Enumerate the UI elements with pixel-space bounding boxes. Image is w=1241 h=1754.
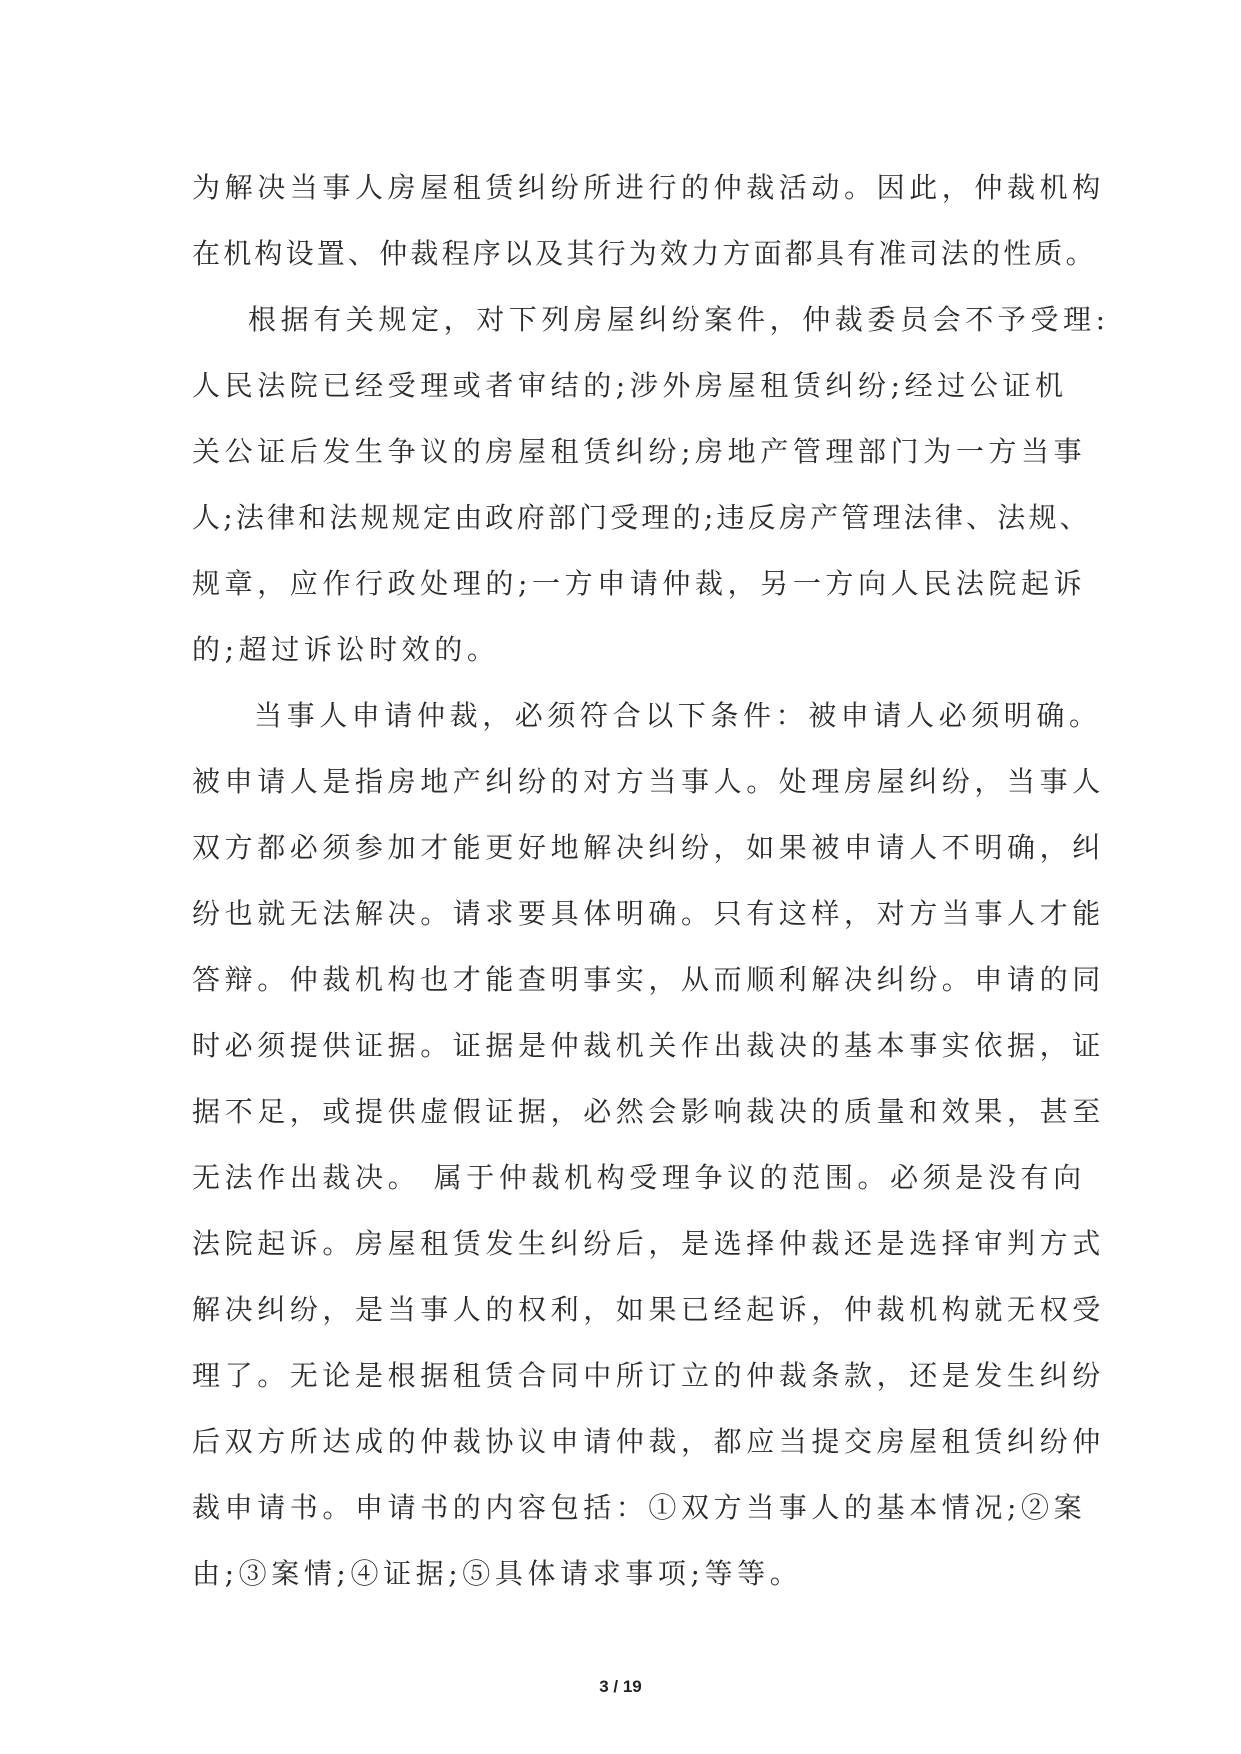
text-line: 时必须提供证据。证据是仲裁机关作出裁决的基本事实依据，证 — [192, 1029, 1105, 1062]
text-line: 理了。无论是根据租赁合同中所订立的仲裁条款，还是发生纠纷 — [192, 1359, 1105, 1392]
paragraph-arbitration-nature — [192, 155, 1105, 287]
text-line: 双方都必须参加才能更好地解决纠纷，如果被申请人不明确，纠 — [192, 831, 1105, 864]
text-line: 关公证后发生争议的房屋租赁纠纷;房地产管理部门为一方当事 — [192, 435, 1087, 468]
page-number: 3 / 19 — [599, 1677, 642, 1696]
text-line: 根据有关规定，对下列房屋纠纷案件，仲裁委员会不予受理: — [248, 303, 1110, 336]
text-line: 由;③案情;④证据;⑤具体请求事项;等等。 — [192, 1557, 803, 1590]
text-line: 人民法院已经受理或者审结的;涉外房屋租赁纠纷;经过公证机 — [192, 369, 1068, 402]
paragraph-application-conditions — [192, 683, 1105, 1607]
document-body — [192, 155, 1110, 1607]
text-line: 解决纠纷，是当事人的权利，如果已经起诉，仲裁机构就无权受 — [192, 1293, 1105, 1326]
text-line: 纷也就无法解决。请求要具体明确。只有这样，对方当事人才能 — [192, 897, 1105, 930]
text-line: 法院起诉。房屋租赁发生纠纷后，是选择仲裁还是选择审判方式 — [192, 1227, 1105, 1260]
text-line: 当事人申请仲裁，必须符合以下条件：被申请人必须明确。 — [254, 699, 1102, 732]
text-line: 据不足，或提供虚假证据，必然会影响裁决的质量和效果，甚至 — [192, 1095, 1105, 1128]
text-line: 为解决当事人房屋租赁纠纷所进行的仲裁活动。因此，仲裁机构 — [192, 171, 1105, 204]
text-line: 后双方所达成的仲裁协议申请仲裁，都应当提交房屋租赁纠纷仲 — [192, 1425, 1105, 1458]
text-line: 无法作出裁决。 属于仲裁机构受理争议的范围。必须是没有向 — [192, 1161, 1086, 1194]
text-line: 在机构设置、仲裁程序以及其行为效力方面都具有准司法的性质。 — [192, 237, 1097, 270]
text-line: 规章，应作行政处理的;一方申请仲裁，另一方向人民法院起诉 — [192, 567, 1087, 600]
text-line: 裁申请书。申请书的内容包括：①双方当事人的基本情况;②案 — [192, 1491, 1087, 1524]
paragraph-cases-not-accepted — [192, 287, 1110, 683]
text-line: 被申请人是指房地产纠纷的对方当事人。处理房屋纠纷，当事人 — [192, 765, 1105, 798]
text-line: 的;超过诉讼时效的。 — [192, 633, 500, 666]
text-line: 答辩。仲裁机构也才能查明事实，从而顺利解决纠纷。申请的同 — [192, 963, 1105, 996]
text-line: 人;法律和法规规定由政府部门受理的;违反房产管理法律、法规、 — [192, 501, 1091, 534]
